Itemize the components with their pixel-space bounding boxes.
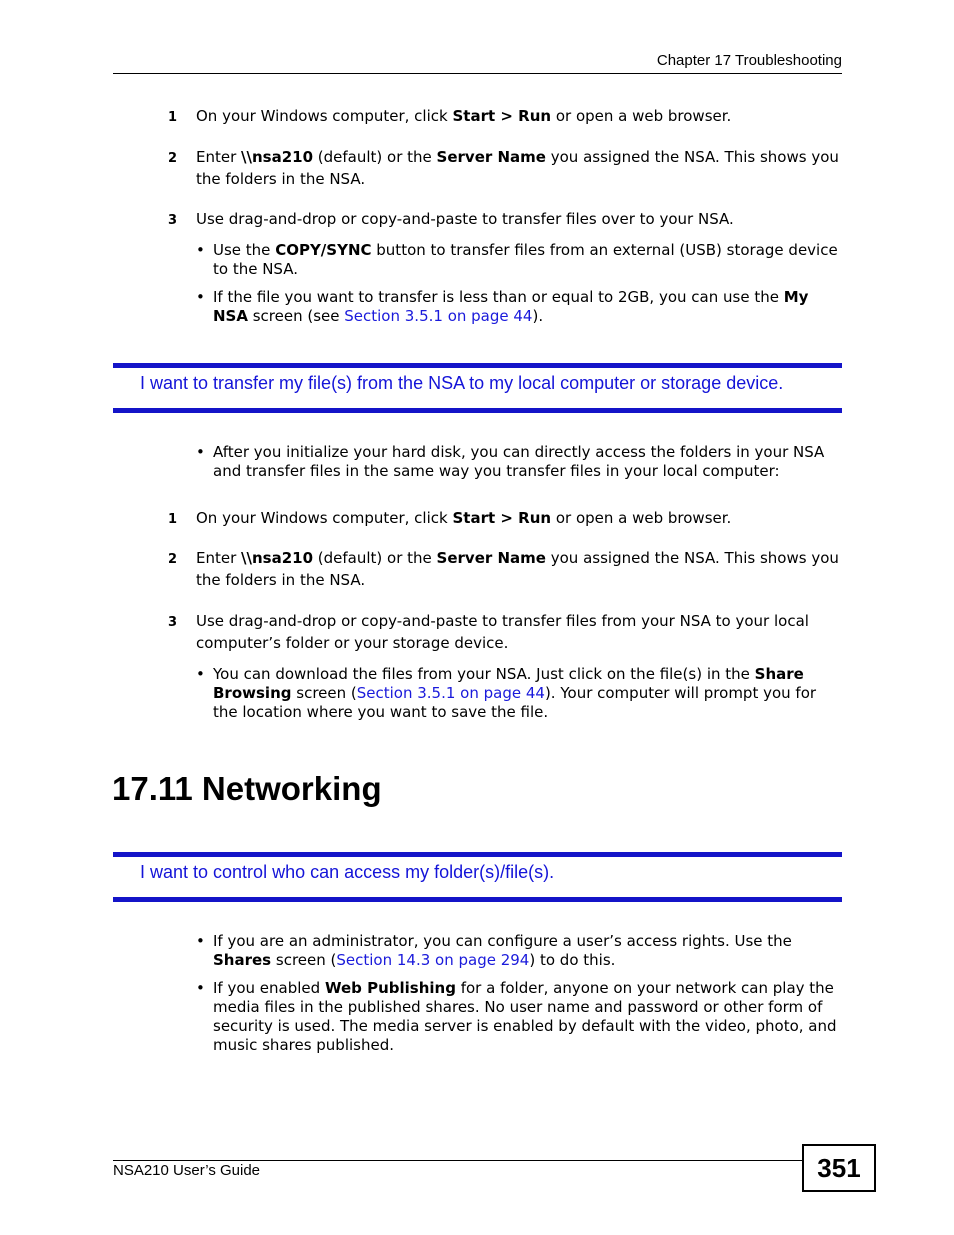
step-number: 2 — [168, 151, 178, 166]
list-item: • If you are an administrator, you can configure a user’s access rights. Use the Shares screen (Section 14.3 on page 294) to do this. — [196, 932, 792, 969]
list-item: • If you enabled Web Publishing for a folder, anyone on your network can play the media files in the published shares. No user name and password or other form of security is used. The media server is enabled by default with the video, photo, and music shares published. — [196, 979, 837, 1054]
bullet-dot: • — [196, 241, 205, 259]
step-number: 3 — [168, 213, 178, 228]
section-link[interactable]: Section 3.5.1 on page 44 — [356, 684, 545, 702]
step-text: Enter \\nsa210 (default) or the Server Name you assigned the NSA. This shows you the folders in the NSA. — [196, 148, 839, 188]
step-number: 1 — [168, 110, 178, 125]
step-text: Enter \\nsa210 (default) or the Server Name you assigned the NSA. This shows you the folders in the NSA. — [196, 549, 839, 589]
bullet-dot: • — [196, 932, 205, 950]
bullet-dot: • — [196, 288, 205, 306]
list-item: • After you initialize your hard disk, you can directly access the folders in your NSA and transfer files in the same way you transfer files in your local computer: — [196, 443, 825, 480]
question-bar-top — [113, 363, 842, 368]
question-heading: I want to control who can access my folder(s)/file(s). — [140, 862, 555, 882]
step-number: 2 — [168, 552, 178, 567]
section-title: 17.11 Networking — [112, 770, 382, 807]
footer-rule — [113, 1160, 803, 1161]
bullet-dot: • — [196, 665, 205, 683]
bullet-dot: • — [196, 979, 205, 997]
question-bar-bottom — [113, 897, 842, 902]
step-number: 3 — [168, 615, 178, 630]
question-bar-top — [113, 852, 842, 857]
list-item: • Use the COPY/SYNC button to transfer files from an external (USB) storage device to the NSA. — [196, 241, 838, 278]
page-number: 351 — [802, 1144, 876, 1192]
chapter-header: Chapter 17 Troubleshooting — [656, 52, 842, 69]
question-bar-bottom — [113, 408, 842, 413]
section-link[interactable]: Section 3.5.1 on page 44 — [344, 307, 533, 325]
question-heading: I want to transfer my file(s) from the NSA to my local computer or storage device. — [140, 373, 784, 393]
section-link[interactable]: Section 14.3 on page 294 — [336, 951, 530, 969]
step-text: On your Windows computer, click Start > Run or open a web browser. — [196, 509, 732, 527]
footer-guide-title: NSA210 User’s Guide — [113, 1162, 261, 1179]
list-item: • If the file you want to transfer is less than or equal to 2GB, you can use the My NSA screen (see Section 3.5.1 on page 44). — [196, 288, 809, 325]
step-text: Use drag-and-drop or copy-and-paste to transfer files from your NSA to your local computer’s folder or your storage device. — [196, 612, 809, 652]
step-number: 1 — [168, 512, 178, 527]
step-text: On your Windows computer, click Start > Run or open a web browser. — [196, 107, 732, 125]
header-rule — [113, 73, 842, 74]
list-item: • You can download the files from your NSA. Just click on the file(s) in the Share Browsing screen (Section 3.5.1 on page 44). Your computer will prompt you for the location where you want to save the file. — [196, 665, 817, 721]
step-text: Use drag-and-drop or copy-and-paste to transfer files over to your NSA. — [196, 210, 734, 228]
bullet-dot: • — [196, 443, 205, 461]
